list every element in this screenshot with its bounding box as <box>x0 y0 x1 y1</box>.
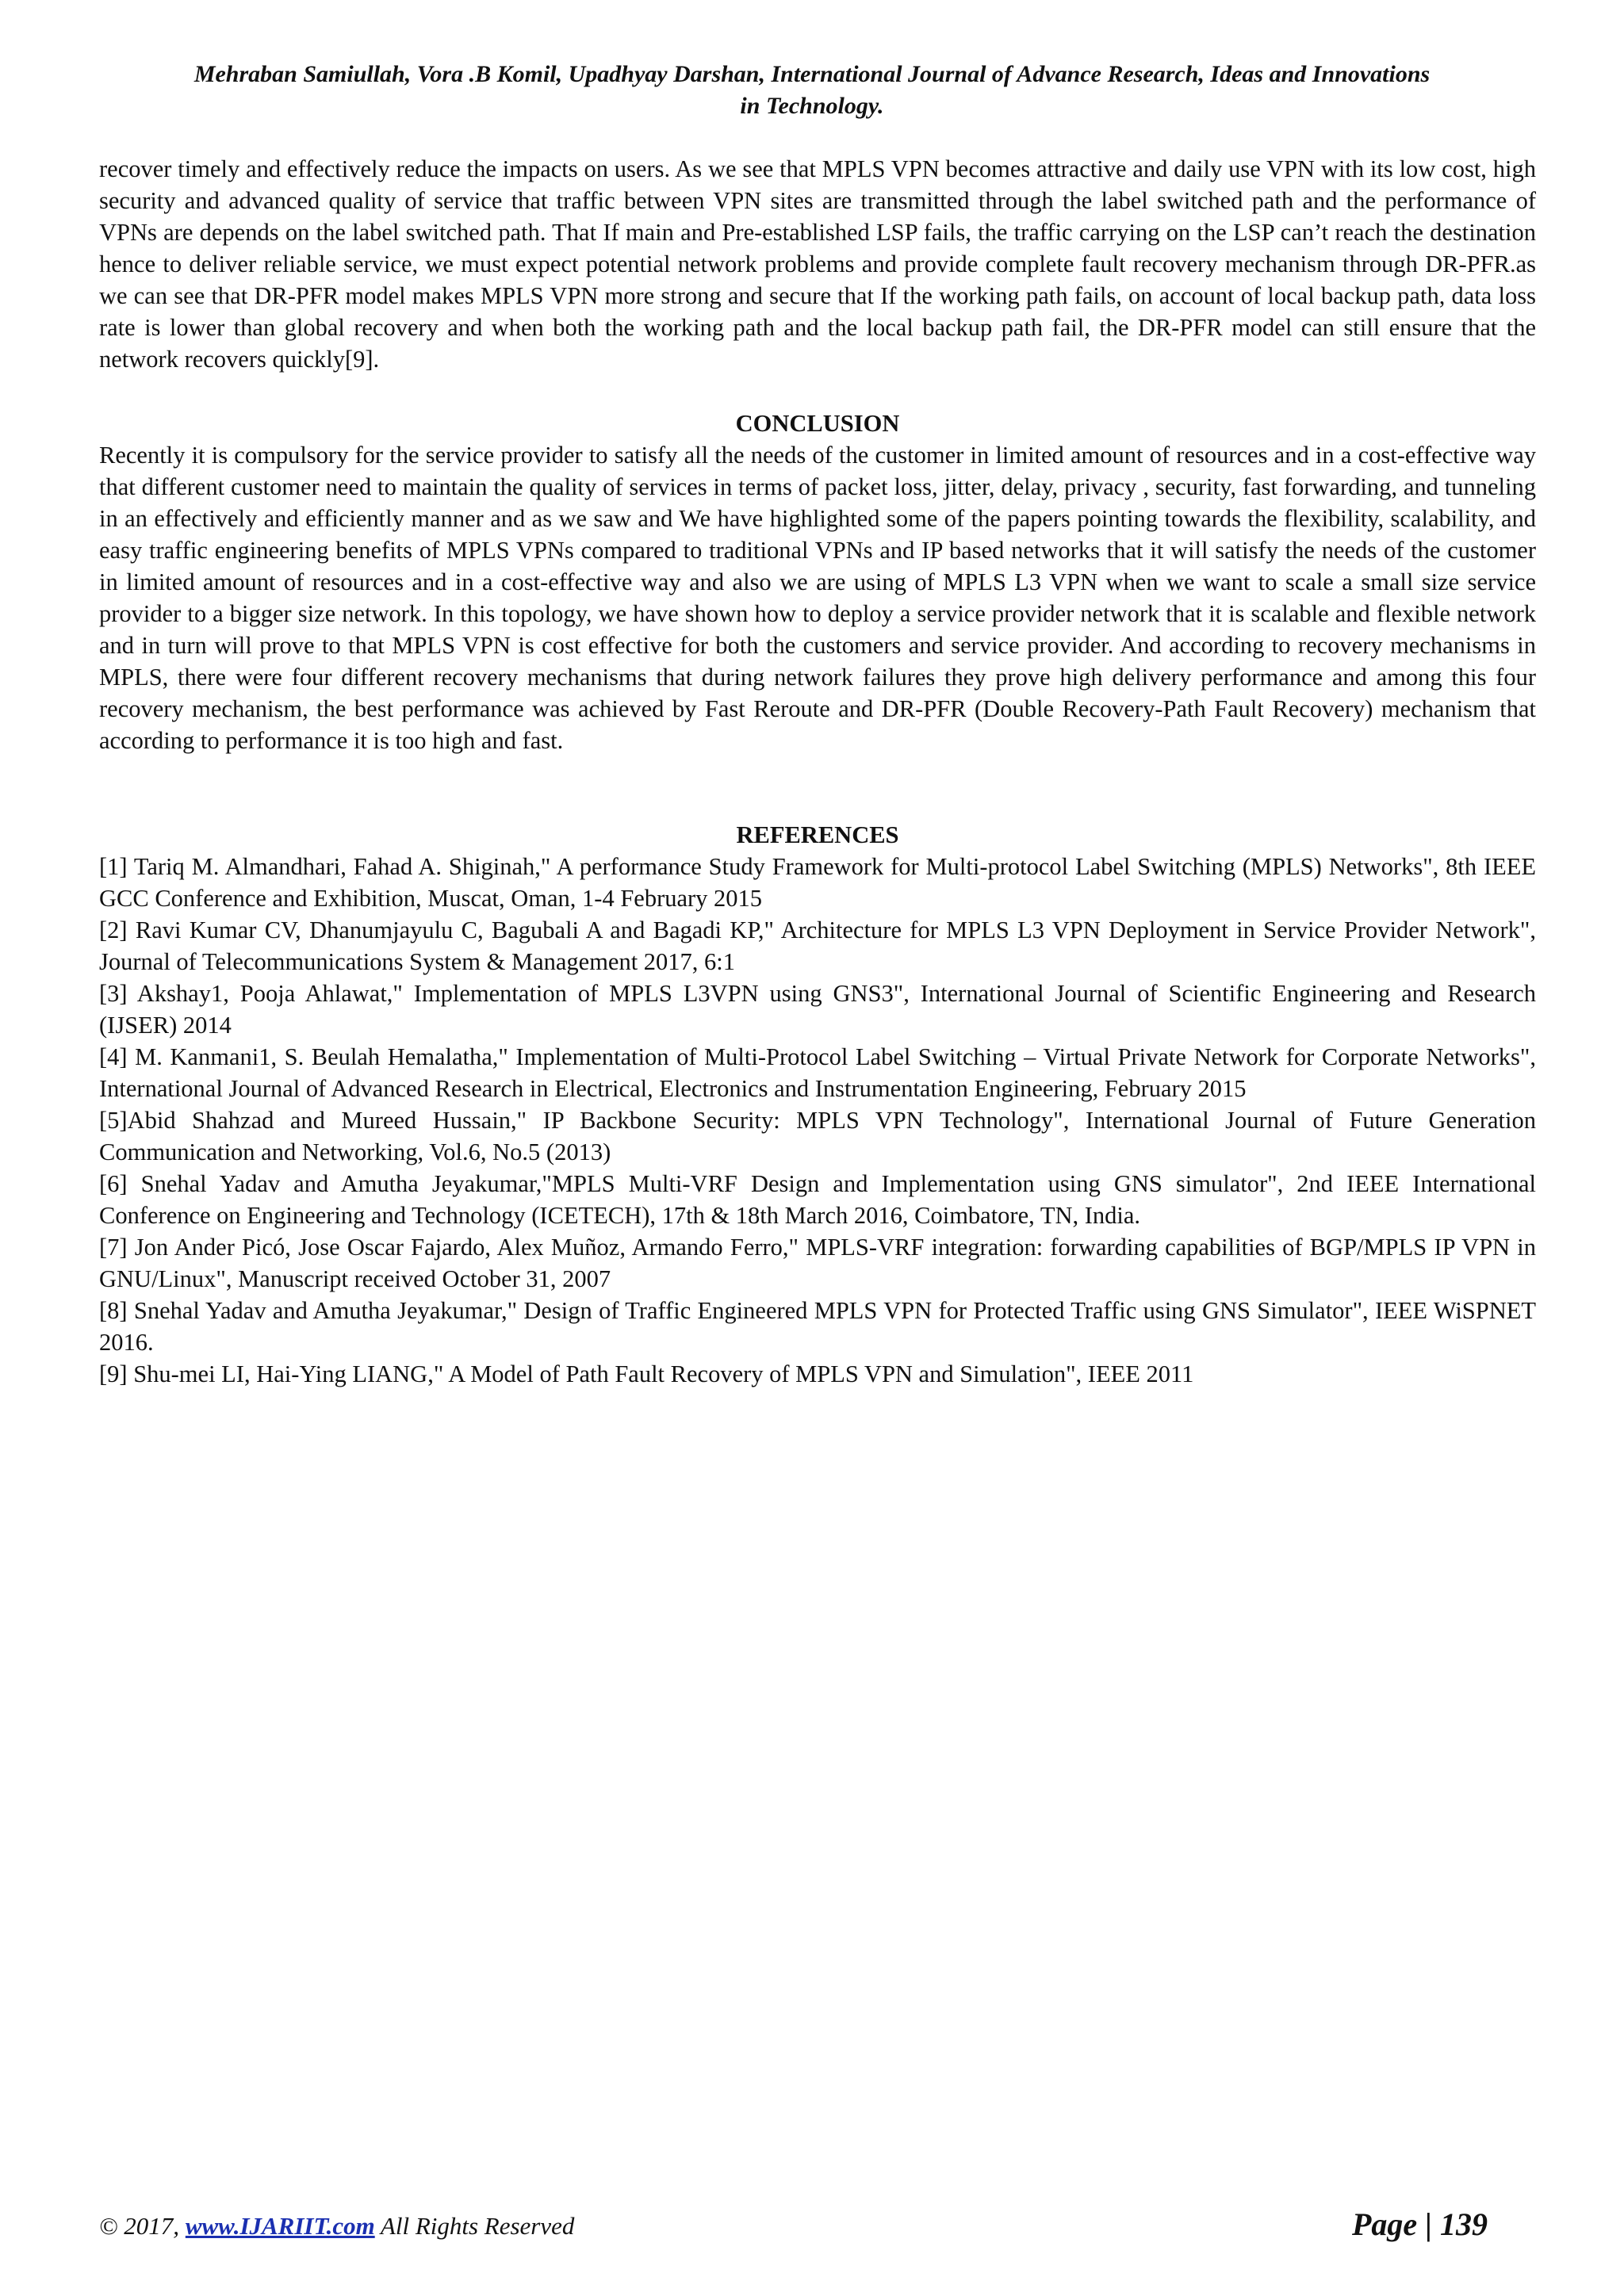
header-line-2: in Technology. <box>740 93 884 119</box>
reference-item: [6] Snehal Yadav and Amutha Jeyakumar,"MPLS Multi-VRF Design and Implementation using GNS simulator", 2nd IEEE International Conference on Engineering and Technology (ICETECH), 17th & 18th March 2016, Coimbatore, TN, India. <box>99 1170 1536 1229</box>
running-header <box>95 59 1529 122</box>
reference-item: [8] Snehal Yadav and Amutha Jeyakumar," Design of Traffic Engineered MPLS VPN for Protected Traffic using GNS Simulator", IEEE WiSPNET 2016. <box>99 1297 1536 1356</box>
rights-text: All Rights Reserved <box>380 2212 575 2240</box>
conclusion-paragraph: Recently it is compulsory for the service provider to satisfy all the needs of the customer in limited amount of resources and in a cost-effective way that different customer need to maintain the quality of services in terms of packet loss, jitter, delay, privacy , security, fast forwarding, and tunneling in an effectively and efficiently manner and as we saw and We have highlighted some of the papers pointing towards the flexibility, scalability, and easy traffic engineering benefits of MPLS VPNs compared to traditional VPNs and IP based networks that it will satisfy the needs of the customer in limited amount of resources and in a cost-effective way and also we are using of MPLS L3 VPN when we want to scale a small size service provider to a bigger size network. In this topology, we have shown how to deploy a service provider network that it is scalable and flexible network and in turn will prove to that MPLS VPN is cost effective for both the customers and service provider. And according to recovery mechanisms in MPLS, there were four different recovery mechanisms that during network failures they prove high delivery performance and among this four recovery mechanism, the best performance was achieved by Fast Reroute and DR-PFR (Double Recovery-Path Fault Recovery) mechanism that according to performance it is too high and fast. <box>99 442 1536 754</box>
reference-item: [3] Akshay1, Pooja Ahlawat," Implementation of MPLS L3VPN using GNS3", International Journal of Scientific Engineering and Research (IJSER) 2014 <box>99 980 1536 1039</box>
page-number: Page | 139 <box>1352 2206 1488 2242</box>
reference-item: [9] Shu-mei LI, Hai-Ying LIANG," A Model of Path Fault Recovery of MPLS VPN and Simulation", IEEE 2011 <box>99 1360 1194 1387</box>
reference-item: [2] Ravi Kumar CV, Dhanumjayulu C, Bagubali A and Bagadi KP," Architecture for MPLS L3 VPN Deployment in Service Provider Network", Journal of Telecommunications System & Management 2017, 6:1 <box>99 916 1536 975</box>
reference-item: [4] M. Kanmani1, S. Beulah Hemalatha," Implementation of Multi-Protocol Label Switching – Virtual Private Network for Corporate Networks", International Journal of Advanced Research in Electrical, Electronics and Instrumentation Engineering, February 2015 <box>99 1043 1536 1102</box>
reference-item: [1] Tariq M. Almandhari, Fahad A. Shiginah," A performance Study Framework for Multi-protocol Label Switching (MPLS) Networks", 8th IEEE GCC Conference and Exhibition, Muscat, Oman, 1-4 February 2015 <box>99 853 1536 912</box>
header-line-1: Mehraban Samiullah, Vora .B Komil, Upadhyay Darshan, International Journal of Advance Research, Ideas and Innovations <box>193 61 1431 87</box>
journal-link[interactable]: www.IJARIIT.com <box>185 2212 375 2240</box>
footer-copyright <box>99 2212 574 2241</box>
reference-item: [5]Abid Shahzad and Mureed Hussain," IP Backbone Security: MPLS VPN Technology", International Journal of Future Generation Communication and Networking, Vol.6, No.5 (2013) <box>99 1107 1536 1165</box>
intro-paragraph: recover timely and effectively reduce the impacts on users. As we see that MPLS VPN becomes attractive and daily use VPN with its low cost, high security and advanced quality of service that traffic between VPN sites are transmitted through the label switched path and the performance of VPNs are depends on the label switched path. That If main and Pre-established LSP fails, the traffic carrying on the LSP can’t reach the destination hence to deliver reliable service, we must expect potential network problems and provide complete fault recovery mechanism through DR-PFR.as we can see that DR-PFR model makes MPLS VPN more strong and secure that If the working path fails, on account of local backup path, data loss rate is lower than global recovery and when both the working path and the local backup path fail, the DR-PFR model can still ensure that the network recovers quickly[9]. <box>99 155 1536 373</box>
conclusion-heading: CONCLUSION <box>735 410 900 437</box>
reference-item: [7] Jon Ander Picó, Jose Oscar Fajardo, Alex Muñoz, Armando Ferro," MPLS-VRF integration: forwarding capabilities of BGP/MPLS IP VPN in GNU/Linux", Manuscript received October 31, 2007 <box>99 1234 1536 1292</box>
references-heading: REFERENCES <box>736 821 899 848</box>
copyright-text: © 2017, <box>99 2212 180 2240</box>
references-list <box>99 851 1536 1390</box>
